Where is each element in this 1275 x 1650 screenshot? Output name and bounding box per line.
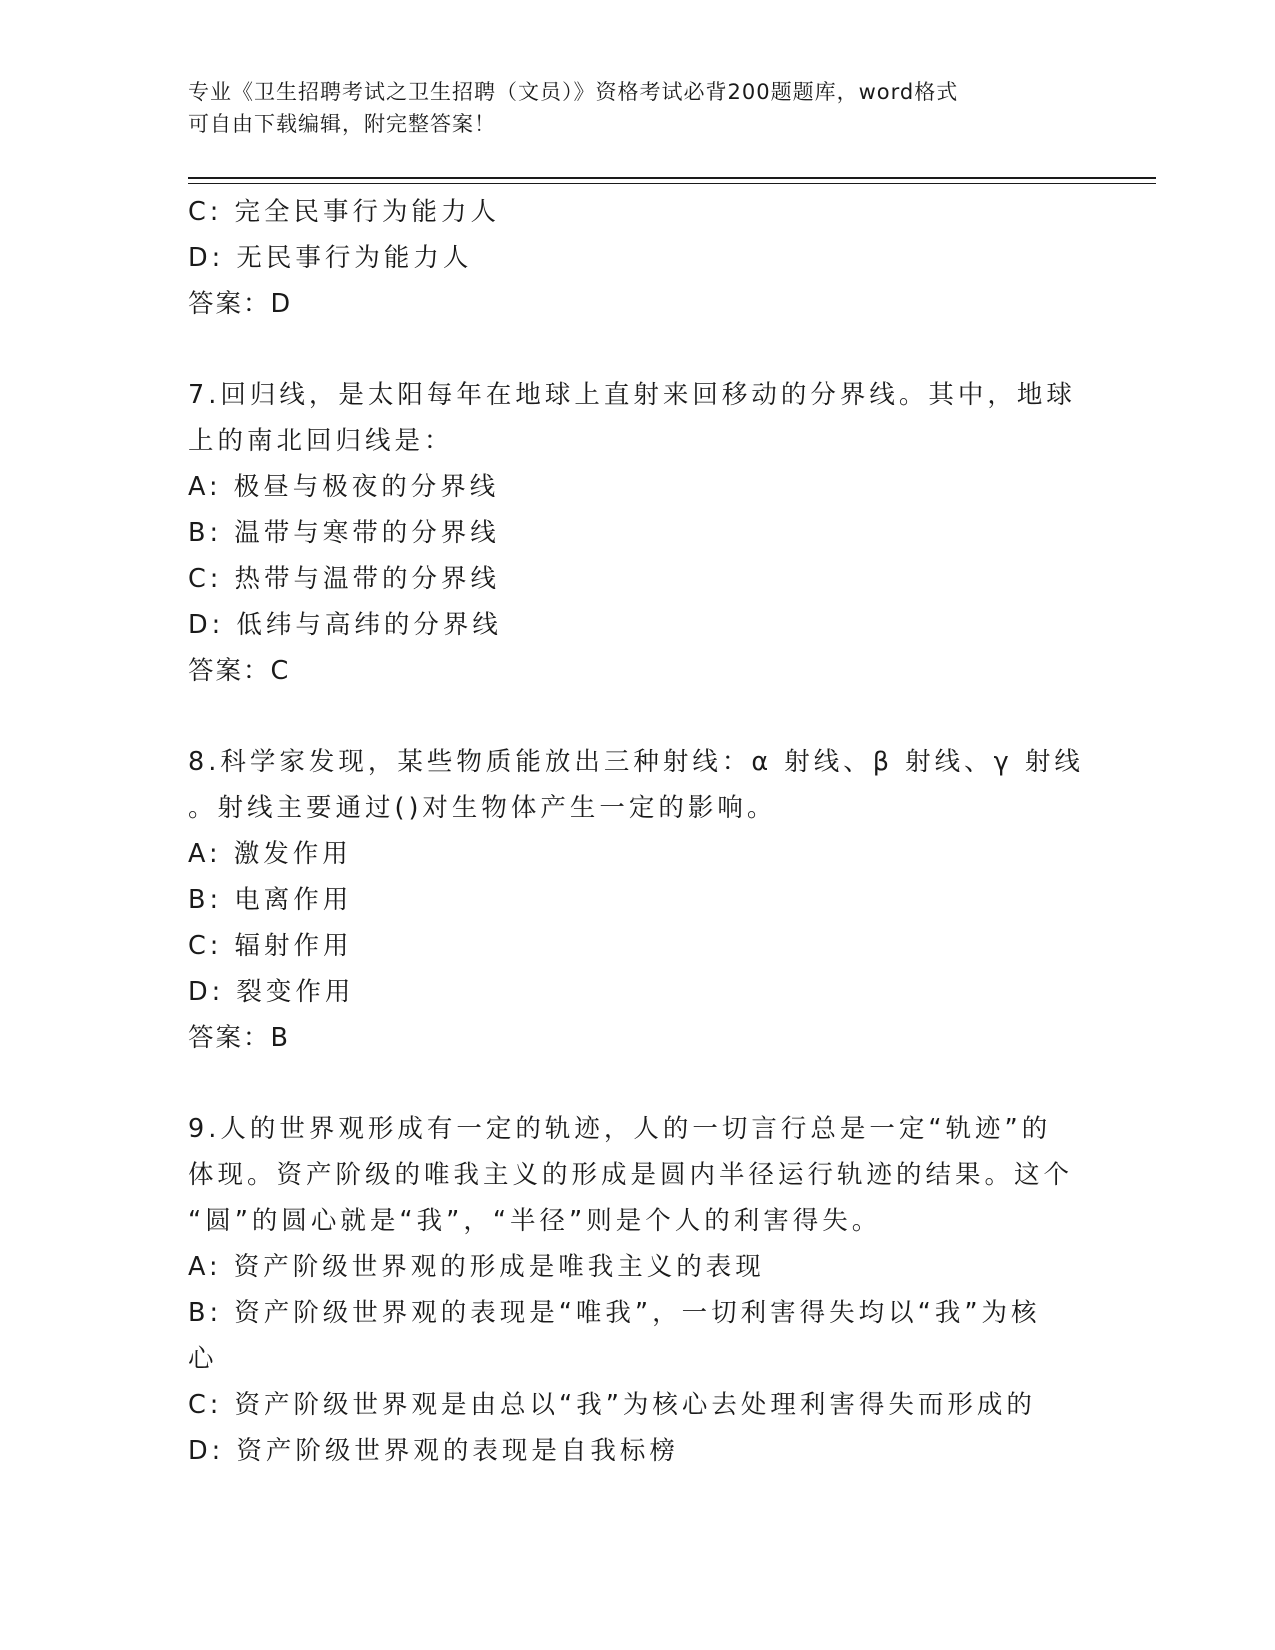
q9-option-c: C: 资产阶级世界观是由总以“我”为核心去处理利害得失而形成的 <box>188 1390 1036 1420</box>
question-6-tail <box>188 189 1088 327</box>
q8-option-d: D: 裂变作用 <box>188 977 355 1007</box>
q9-option-d: D: 资产阶级世界观的表现是自我标榜 <box>188 1436 679 1466</box>
q7-option-d: D: 低纬与高纬的分界线 <box>188 610 502 640</box>
q9-option-b-line-2: 心 <box>188 1344 218 1374</box>
header-divider-thin <box>188 183 1156 184</box>
q9-stem-line-3: “圆”的圆心就是“我”，“半径”则是个人的利害得失。 <box>188 1206 882 1236</box>
header-divider-thick <box>188 177 1156 179</box>
q8-option-b: B: 电离作用 <box>188 885 353 915</box>
question-8 <box>188 739 1088 1061</box>
q9-option-b-line-1: B: 资产阶级世界观的表现是“唯我”，一切利害得失均以“我”为核 <box>188 1298 1041 1328</box>
q7-answer: 答案：C <box>188 656 291 686</box>
q9-stem-line-2: 体现。资产阶级的唯我主义的形成是圆内半径运行轨迹的结果。这个 <box>188 1160 1074 1190</box>
q8-option-c: C: 辐射作用 <box>188 931 353 961</box>
header-title-line-2: 可自由下载编辑，附完整答案！ <box>188 112 496 136</box>
q8-stem-line-2: 。射线主要通过()对生物体产生一定的影响。 <box>188 793 777 823</box>
question-7 <box>188 372 1088 694</box>
q7-option-a: A: 极昼与极夜的分界线 <box>188 472 500 502</box>
q9-stem-line-1: 9.人的世界观形成有一定的轨迹，人的一切言行总是一定“轨迹”的 <box>188 1114 1052 1144</box>
document-header <box>188 76 1068 140</box>
q7-option-b: B: 温带与寒带的分界线 <box>188 518 500 548</box>
q6-answer: 答案：D <box>188 289 293 319</box>
q9-option-a: A: 资产阶级世界观的形成是唯我主义的表现 <box>188 1252 765 1282</box>
spacer <box>188 327 1088 372</box>
spacer <box>188 694 1088 739</box>
question-9 <box>188 1106 1088 1474</box>
header-title-line-1: 专业《卫生招聘考试之卫生招聘（文员）》资格考试必背200题题库，word格式 <box>188 80 959 104</box>
q8-stem-line-1: 8.科学家发现，某些物质能放出三种射线：α 射线、β 射线、γ 射线 <box>188 747 1084 777</box>
question-content <box>188 189 1088 1474</box>
q7-option-c: C: 热带与温带的分界线 <box>188 564 501 594</box>
q6-option-c: C: 完全民事行为能力人 <box>188 197 501 227</box>
spacer <box>188 1061 1088 1106</box>
q6-option-d: D: 无民事行为能力人 <box>188 243 473 273</box>
q7-stem-line-1: 7.回归线，是太阳每年在地球上直射来回移动的分界线。其中，地球 <box>188 380 1076 410</box>
q8-answer: 答案：B <box>188 1023 290 1053</box>
q7-stem-line-2: 上的南北回归线是： <box>188 426 454 456</box>
q8-option-a: A: 激发作用 <box>188 839 352 869</box>
